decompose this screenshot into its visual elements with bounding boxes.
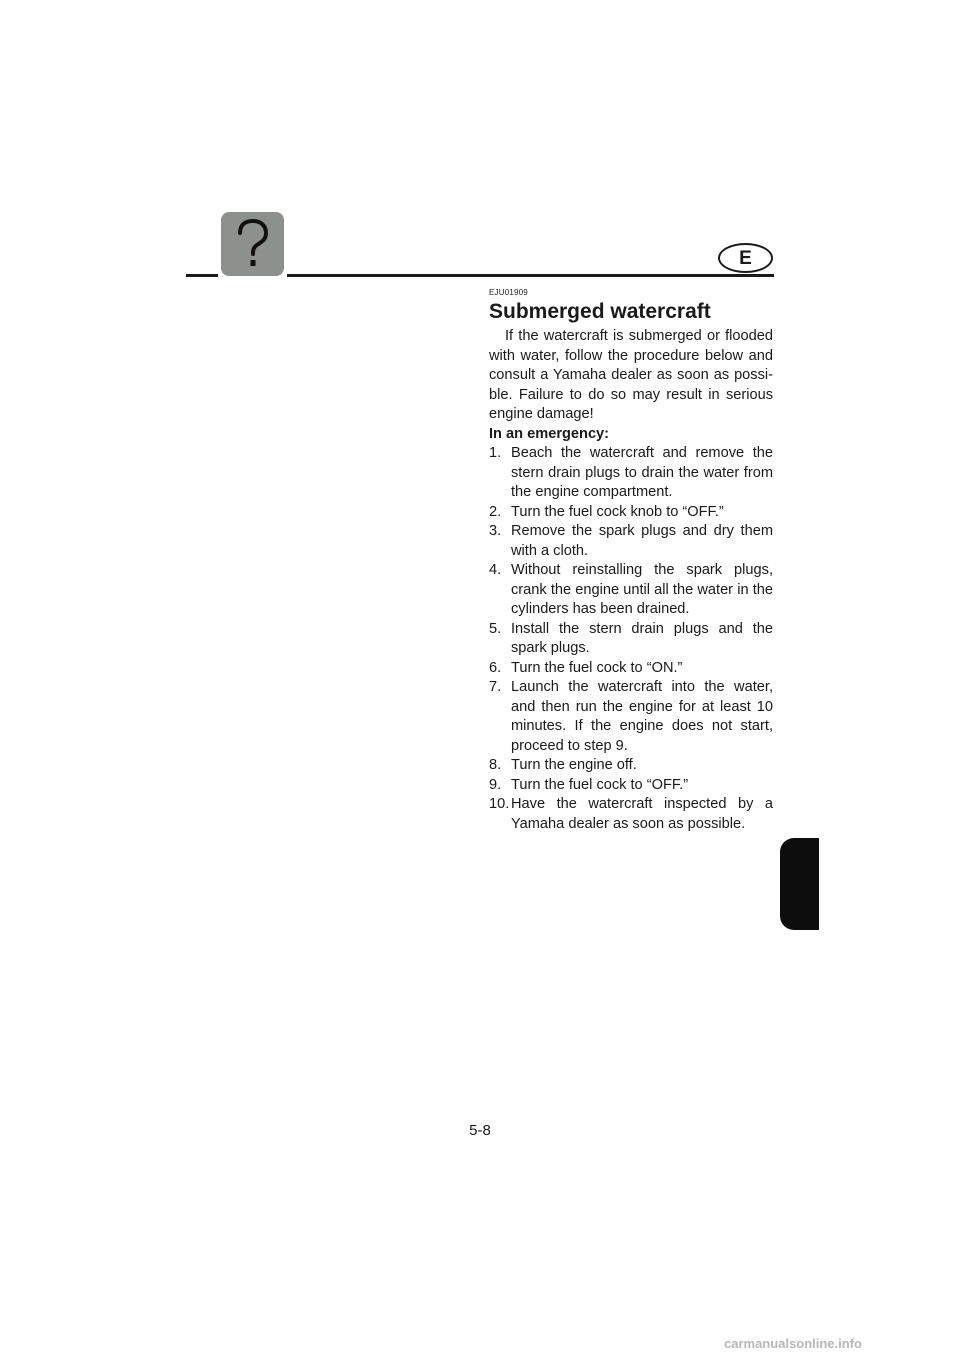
step-item bbox=[489, 561, 773, 620]
procedure-steps bbox=[489, 444, 773, 834]
step-text: Install the stern drain plugs and the spark plugs. bbox=[511, 620, 773, 656]
step-text: Without reinstalling the spark plugs, crank the engine until all the water in the cylinders has been drained. bbox=[511, 562, 773, 617]
step-number: 6. bbox=[489, 659, 502, 676]
language-badge bbox=[718, 243, 773, 273]
step-number: 2. bbox=[489, 503, 502, 520]
step-item bbox=[489, 795, 773, 834]
step-number: 3. bbox=[489, 523, 502, 539]
section-content bbox=[489, 288, 773, 834]
header-rule-left bbox=[186, 274, 218, 277]
intro-paragraph: If the watercraft is submerged or flooded with water, follow the procedure below and consult a Yamaha dealer as soon as possi-ble. Failure to do so may result in serious engine damage! bbox=[489, 328, 773, 422]
step-number: 10. bbox=[489, 796, 510, 812]
chapter-side-tab bbox=[780, 838, 819, 930]
step-item bbox=[489, 444, 773, 503]
step-number: 4. bbox=[489, 562, 502, 578]
header-rule-right bbox=[287, 274, 774, 277]
watermark-text: carmanualsonline.info bbox=[724, 1336, 862, 1351]
step-item bbox=[489, 620, 773, 659]
language-badge-label: E bbox=[739, 247, 752, 269]
step-number: 9. bbox=[489, 776, 502, 793]
step-item bbox=[489, 503, 773, 523]
step-item bbox=[489, 659, 773, 679]
step-number: 8. bbox=[489, 757, 502, 773]
step-text: Turn the fuel cock to “OFF.” bbox=[511, 776, 689, 793]
step-item bbox=[489, 522, 773, 561]
section-code: EJU01909 bbox=[489, 288, 528, 297]
emergency-subheading: In an emergency: bbox=[489, 425, 610, 442]
section-title: Submerged watercraft bbox=[489, 300, 711, 323]
question-mark-icon bbox=[221, 212, 284, 276]
step-item bbox=[489, 776, 773, 796]
step-text: Turn the fuel cock to “ON.” bbox=[511, 659, 683, 676]
step-number: 7. bbox=[489, 679, 502, 695]
step-text: Turn the engine off. bbox=[511, 757, 637, 773]
page-number: 5-8 bbox=[469, 1122, 491, 1139]
step-text: Have the watercraft inspected by a Yamaha dealer as soon as possible. bbox=[511, 796, 773, 832]
step-text: Launch the watercraft into the water, and then run the engine for at least 10 minutes. If the engine does not start, proceed to step 9. bbox=[511, 679, 773, 754]
step-item bbox=[489, 678, 773, 756]
step-number: 5. bbox=[489, 620, 502, 637]
step-item bbox=[489, 756, 773, 776]
step-number: 1. bbox=[489, 445, 502, 461]
step-text: Remove the spark plugs and dry them with a cloth. bbox=[511, 523, 773, 559]
step-text: Beach the watercraft and remove the stern drain plugs to drain the water from the engine compartment. bbox=[511, 445, 773, 500]
step-text: Turn the fuel cock knob to “OFF.” bbox=[511, 503, 724, 520]
